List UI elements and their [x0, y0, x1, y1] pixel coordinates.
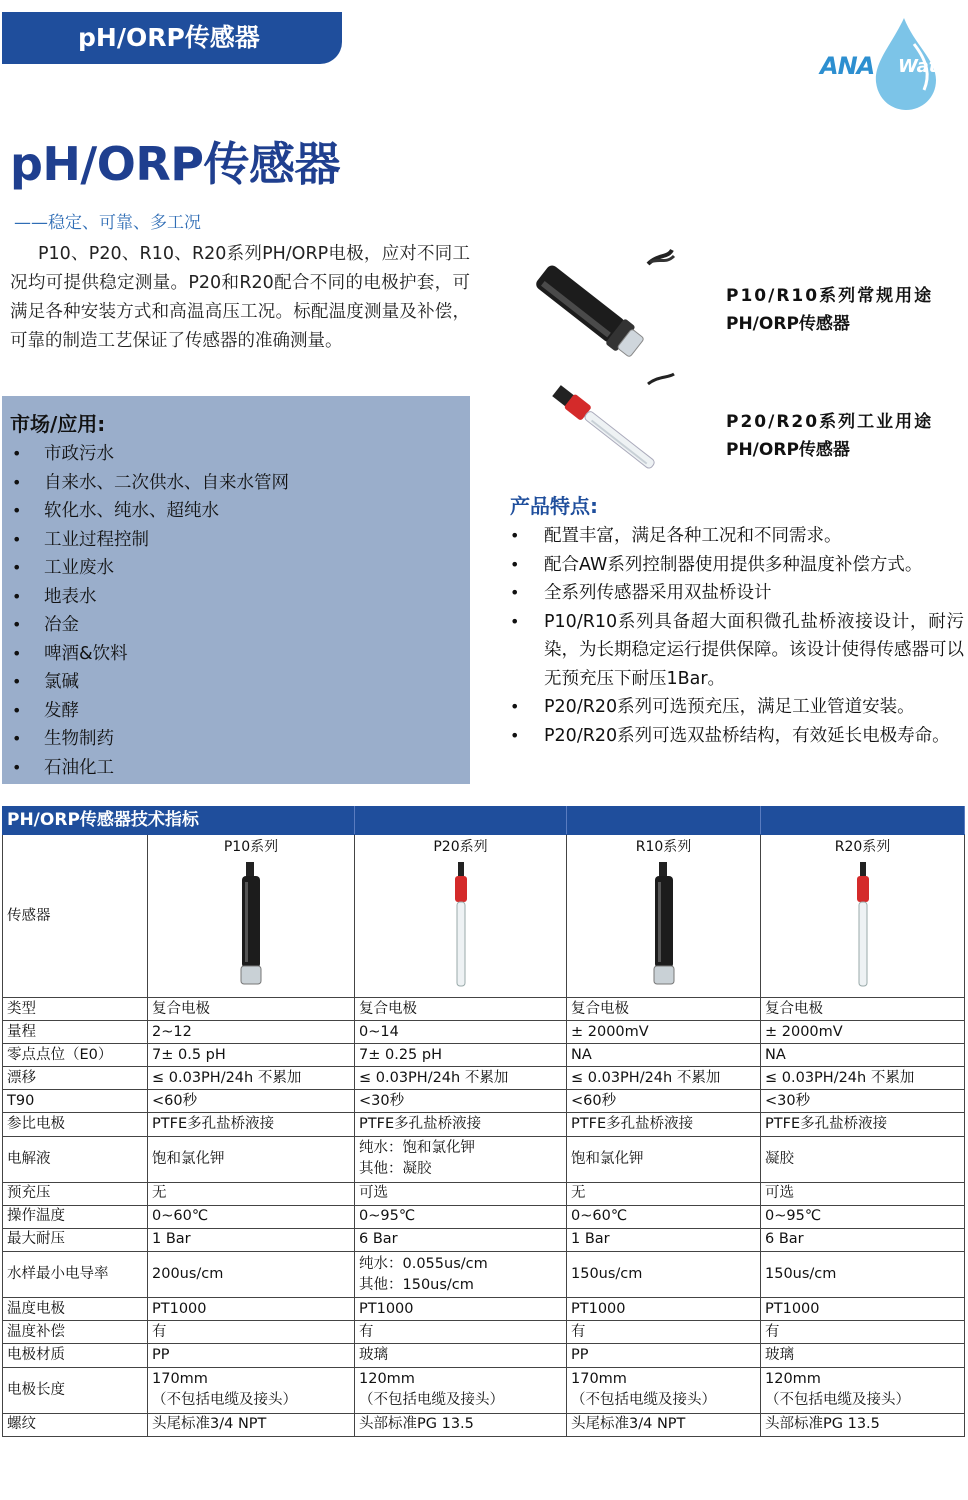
table-cell: 饱和氯化钾 — [148, 1136, 355, 1182]
spec-title — [3, 807, 355, 835]
row-label: 零点点位（E0） — [3, 1044, 148, 1067]
row-label: 温度电极 — [3, 1298, 148, 1321]
features-list — [508, 522, 964, 750]
sensor-label: 传感器 — [3, 835, 148, 998]
table-cell: 复合电极 — [148, 998, 355, 1021]
table-row — [3, 1090, 965, 1113]
table-cell — [355, 1367, 567, 1413]
table-cell: 1 Bar — [148, 1228, 355, 1251]
series-cell — [761, 835, 965, 998]
list-item: • P10/R10系列具备超大面积微孔盐桥液接设计，耐污染，为长期稳定运行提供保障。该设计使得传感器可以无预充压下耐压1Bar。 — [508, 608, 964, 694]
r20-sensor-icon — [853, 862, 873, 988]
table-row — [3, 1021, 965, 1044]
table-cell: 复合电极 — [761, 998, 965, 1021]
table-cell: PT1000 — [567, 1298, 761, 1321]
table-cell: 头尾标准3/4 NPT — [567, 1413, 761, 1436]
table-cell: 头部标准PG 13.5 — [761, 1413, 965, 1436]
cell-note: （不包括电缆及接头） — [571, 1392, 716, 1409]
series-cell — [355, 835, 567, 998]
table-cell — [148, 1367, 355, 1413]
table-cell: 0~95℃ — [355, 1205, 567, 1228]
product-label-p20 — [726, 408, 933, 464]
table-cell: ≤ 0.03PH/24h 不累加 — [355, 1067, 567, 1090]
p20-sensor-image — [536, 372, 676, 484]
list-item: • 软化水、纯水、超纯水 — [10, 497, 289, 526]
table-cell: PP — [148, 1344, 355, 1367]
cell-note: （不包括电缆及接头） — [359, 1392, 504, 1409]
table-cell: 0~60℃ — [567, 1205, 761, 1228]
sensor-image-row — [3, 835, 965, 998]
list-item: • 石油化工 — [10, 754, 289, 783]
table-cell: NA — [761, 1044, 965, 1067]
table-cell: NA — [567, 1044, 761, 1067]
table-cell: 7± 0.5 pH — [148, 1044, 355, 1067]
r10-sensor-icon — [649, 862, 679, 988]
series-name: R20系列 — [834, 839, 891, 855]
table-cell: 0~95℃ — [761, 1205, 965, 1228]
p10-sensor-icon — [236, 862, 266, 988]
row-label: 类型 — [3, 998, 148, 1021]
table-cell: PTFE多孔盐桥液接 — [148, 1113, 355, 1136]
table-cell: 6 Bar — [761, 1228, 965, 1251]
row-label: 电极长度 — [3, 1367, 148, 1413]
table-cell: 有 — [761, 1321, 965, 1344]
product-label-p10 — [726, 282, 933, 338]
market-section — [2, 396, 470, 784]
table-cell: 玻璃 — [355, 1344, 567, 1367]
page-title: pH/ORP传感器 — [10, 137, 340, 191]
cell-line: 120mm — [359, 1371, 415, 1388]
row-label: 预充压 — [3, 1182, 148, 1205]
table-cell: 饱和氯化钾 — [567, 1136, 761, 1182]
row-label: 操作温度 — [3, 1205, 148, 1228]
list-item: • 生物制药 — [10, 725, 289, 754]
row-label: 参比电极 — [3, 1113, 148, 1136]
table-cell: ± 2000mV — [567, 1021, 761, 1044]
list-item: • 市政污水 — [10, 440, 289, 469]
table-cell: PT1000 — [355, 1298, 567, 1321]
table-row — [3, 1298, 965, 1321]
table-cell: 200us/cm — [148, 1252, 355, 1298]
logo-text-water: Water — [898, 56, 959, 77]
list-item: • 冶金 — [10, 611, 289, 640]
table-cell — [567, 1367, 761, 1413]
table-row — [3, 1228, 965, 1251]
table-cell: 有 — [567, 1321, 761, 1344]
table-cell: 头尾标准3/4 NPT — [148, 1413, 355, 1436]
header-cell — [567, 807, 761, 835]
cell-note: （不包括电缆及接头） — [765, 1392, 910, 1409]
list-item: • 工业过程控制 — [10, 526, 289, 555]
cell-line: 其他：凝胶 — [359, 1161, 432, 1178]
table-cell — [355, 1136, 567, 1182]
table-cell: 可选 — [761, 1182, 965, 1205]
table-cell: ≤ 0.03PH/24h 不累加 — [761, 1067, 965, 1090]
cell-line: 170mm — [152, 1371, 208, 1388]
table-row — [3, 998, 965, 1021]
table-row — [3, 1252, 965, 1298]
list-item: • 发酵 — [10, 697, 289, 726]
cell-line: 170mm — [571, 1371, 627, 1388]
table-cell: <30秒 — [761, 1090, 965, 1113]
table-cell: PTFE多孔盐桥液接 — [355, 1113, 567, 1136]
table-cell: 复合电极 — [355, 998, 567, 1021]
table-cell: ≤ 0.03PH/24h 不累加 — [567, 1067, 761, 1090]
table-row — [3, 1344, 965, 1367]
table-row — [3, 1067, 965, 1090]
header-tab: pH/ORP传感器 — [2, 12, 342, 64]
product-label-line: PH/ORP传感器 — [726, 440, 850, 460]
row-label: 量程 — [3, 1021, 148, 1044]
table-cell: PT1000 — [761, 1298, 965, 1321]
table-cell: PT1000 — [148, 1298, 355, 1321]
logo-text-ana: ANA — [820, 52, 875, 80]
brand-logo — [818, 14, 964, 114]
series-name: R10系列 — [635, 839, 692, 855]
spec-header-row — [3, 807, 965, 835]
list-item: • P20/R20系列可选预充压，满足工业管道安装。 — [508, 693, 964, 722]
row-label: 最大耐压 — [3, 1228, 148, 1251]
cell-line: 纯水：饱和氯化钾 — [359, 1140, 475, 1157]
table-cell: 2~12 — [148, 1021, 355, 1044]
table-cell: 1 Bar — [567, 1228, 761, 1251]
table-cell: 玻璃 — [761, 1344, 965, 1367]
header-cell — [761, 807, 965, 835]
spec-table — [2, 806, 965, 1437]
table-cell — [761, 1367, 965, 1413]
table-row — [3, 1136, 965, 1182]
table-cell: ≤ 0.03PH/24h 不累加 — [148, 1067, 355, 1090]
table-row — [3, 1113, 965, 1136]
table-cell: 有 — [148, 1321, 355, 1344]
p10-sensor-image — [530, 246, 676, 378]
series-cell — [567, 835, 761, 998]
table-cell: <30秒 — [355, 1090, 567, 1113]
table-cell: PTFE多孔盐桥液接 — [761, 1113, 965, 1136]
cell-line: 其他：150us/cm — [359, 1276, 474, 1293]
cell-line: 120mm — [765, 1371, 821, 1388]
table-cell: 7± 0.25 pH — [355, 1044, 567, 1067]
product-label-line: P20/R20系列工业用途 — [726, 412, 934, 432]
row-label: 螺纹 — [3, 1413, 148, 1436]
spec-title-text: PH/ORP传感器技术指标 — [7, 810, 199, 830]
series-name: P10系列 — [223, 839, 279, 855]
page-subtitle: ——稳定、可靠、多工况 — [14, 213, 201, 233]
header-cell — [355, 807, 567, 835]
table-row — [3, 1044, 965, 1067]
product-label-line: PH/ORP传感器 — [726, 314, 850, 334]
list-item: • 地表水 — [10, 583, 289, 612]
series-cell — [148, 835, 355, 998]
product-label-line: P10/R10系列常规用途 — [726, 286, 934, 306]
table-row — [3, 1205, 965, 1228]
table-cell: 0~60℃ — [148, 1205, 355, 1228]
row-label: T90 — [3, 1090, 148, 1113]
table-cell: 头部标准PG 13.5 — [355, 1413, 567, 1436]
table-cell: 有 — [355, 1321, 567, 1344]
series-name: P20系列 — [433, 839, 488, 855]
table-cell: 150us/cm — [567, 1252, 761, 1298]
table-cell: 无 — [148, 1182, 355, 1205]
list-item: • 自来水、二次供水、自来水管网 — [10, 469, 289, 498]
table-row — [3, 1321, 965, 1344]
cell-note: （不包括电缆及接头） — [152, 1392, 297, 1409]
row-label: 电极材质 — [3, 1344, 148, 1367]
intro-paragraph: P10、P20、R10、R20系列PH/ORP电极，应对不同工况均可提供稳定测量。P20和R20配合不同的电极护套，可满足各种安装方式和高温高压工况。标配温度测量及补偿，可靠的制造工艺保证了传感器的准确测量。 — [10, 244, 470, 351]
table-row — [3, 1413, 965, 1436]
list-item: • 工业废水 — [10, 554, 289, 583]
table-cell: 无 — [567, 1182, 761, 1205]
list-item: • 氯碱 — [10, 668, 289, 697]
table-cell: ± 2000mV — [761, 1021, 965, 1044]
table-cell: 150us/cm — [761, 1252, 965, 1298]
table-cell: 凝胶 — [761, 1136, 965, 1182]
table-cell: 可选 — [355, 1182, 567, 1205]
market-title: 市场/应用: — [10, 412, 106, 436]
row-label: 漂移 — [3, 1067, 148, 1090]
list-item: • 啤酒&饮料 — [10, 640, 289, 669]
table-cell: PTFE多孔盐桥液接 — [567, 1113, 761, 1136]
list-item: • 配置丰富，满足各种工况和不同需求。 — [508, 522, 964, 551]
cell-line: 纯水：0.055us/cm — [359, 1255, 488, 1272]
table-cell — [355, 1252, 567, 1298]
row-label: 温度补偿 — [3, 1321, 148, 1344]
list-item: • 配合AW系列控制器使用提供多种温度补偿方式。 — [508, 551, 964, 580]
table-row — [3, 1367, 965, 1413]
market-list — [10, 440, 289, 782]
table-cell: 复合电极 — [567, 998, 761, 1021]
table-cell: 6 Bar — [355, 1228, 567, 1251]
table-row — [3, 1182, 965, 1205]
table-cell: 0~14 — [355, 1021, 567, 1044]
table-cell: <60秒 — [148, 1090, 355, 1113]
list-item: • 全系列传感器采用双盐桥设计 — [508, 579, 964, 608]
row-label: 水样最小电导率 — [3, 1252, 148, 1298]
table-cell: <60秒 — [567, 1090, 761, 1113]
p20-sensor-icon — [451, 862, 471, 988]
table-cell: PP — [567, 1344, 761, 1367]
row-label: 电解液 — [3, 1136, 148, 1182]
features-title: 产品特点: — [510, 494, 598, 518]
list-item: • P20/R20系列可选双盐桥结构，有效延长电极寿命。 — [508, 722, 964, 751]
